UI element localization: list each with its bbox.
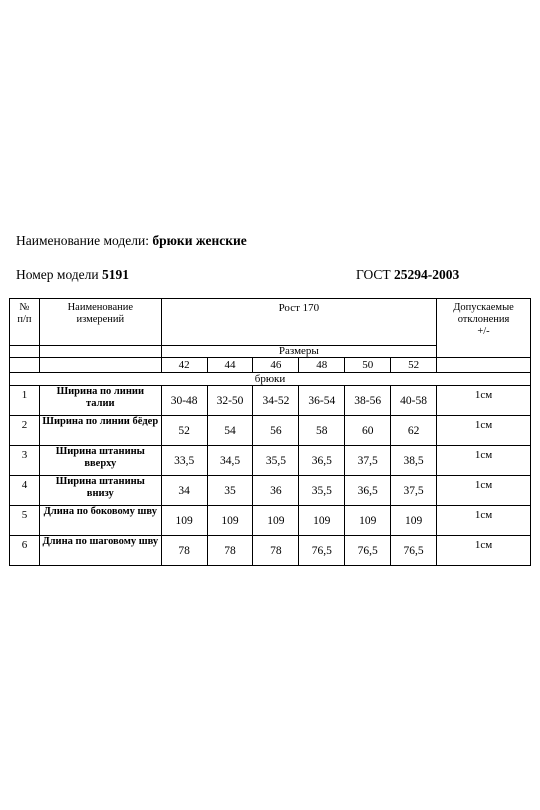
table-row — [10, 536, 531, 566]
value-cell: 32-50 — [207, 386, 253, 416]
measurement-name: Длина по шаговому шву — [39, 536, 161, 566]
value-cell: 62 — [391, 416, 437, 446]
model-name-label: Наименование модели: — [16, 233, 149, 248]
value-cell: 76,5 — [391, 536, 437, 566]
size-cell: 50 — [345, 358, 391, 373]
table-row — [10, 416, 531, 446]
value-cell: 33,5 — [161, 446, 207, 476]
value-cell: 36-54 — [299, 386, 345, 416]
value-cell: 54 — [207, 416, 253, 446]
header-row — [10, 299, 531, 346]
value-cell: 36 — [253, 476, 299, 506]
model-number-label: Номер модели — [16, 267, 99, 282]
table-row — [10, 446, 531, 476]
value-cell: 109 — [345, 506, 391, 536]
value-cell: 109 — [161, 506, 207, 536]
measurement-name: Ширина по линии талии — [39, 386, 161, 416]
value-cell: 76,5 — [299, 536, 345, 566]
value-cell: 30-48 — [161, 386, 207, 416]
tolerance-cell: 1см — [437, 506, 531, 536]
size-cell: 48 — [299, 358, 345, 373]
sizes-row — [10, 358, 531, 373]
measurement-name: Длина по боковому шву — [39, 506, 161, 536]
row-number: 1 — [10, 386, 40, 416]
value-cell: 37,5 — [391, 476, 437, 506]
value-cell: 37,5 — [345, 446, 391, 476]
value-cell: 109 — [299, 506, 345, 536]
model-number-line — [16, 267, 476, 283]
model-name-line — [16, 233, 247, 249]
gost-value: 25294-2003 — [394, 267, 460, 282]
tolerance-cell: 1см — [437, 476, 531, 506]
value-cell: 76,5 — [345, 536, 391, 566]
value-cell: 78 — [207, 536, 253, 566]
value-cell: 34 — [161, 476, 207, 506]
row-number: 6 — [10, 536, 40, 566]
col-num-header: № п/п — [10, 299, 40, 346]
col-name-header: Наименование измерений — [39, 299, 161, 346]
size-cell: 52 — [391, 358, 437, 373]
category-label: брюки — [10, 373, 531, 386]
category-row — [10, 373, 531, 386]
value-cell: 35,5 — [299, 476, 345, 506]
row-number: 2 — [10, 416, 40, 446]
value-cell: 56 — [253, 416, 299, 446]
row-number: 4 — [10, 476, 40, 506]
value-cell: 38-56 — [345, 386, 391, 416]
value-cell: 40-58 — [391, 386, 437, 416]
value-cell: 58 — [299, 416, 345, 446]
table-row — [10, 506, 531, 536]
value-cell: 109 — [391, 506, 437, 536]
value-cell: 36,5 — [345, 476, 391, 506]
value-cell: 35 — [207, 476, 253, 506]
value-cell: 109 — [253, 506, 299, 536]
model-number-value: 5191 — [102, 267, 130, 282]
height-header: Рост 170 — [161, 299, 436, 346]
measurements-table — [9, 298, 531, 566]
gost-label: ГОСТ — [356, 267, 391, 282]
gost-line — [356, 267, 459, 283]
tolerance-cell: 1см — [437, 416, 531, 446]
size-cell: 44 — [207, 358, 253, 373]
value-cell: 35,5 — [253, 446, 299, 476]
value-cell: 78 — [253, 536, 299, 566]
measurement-name: Ширина штанины внизу — [39, 476, 161, 506]
value-cell: 34-52 — [253, 386, 299, 416]
value-cell: 36,5 — [299, 446, 345, 476]
sizes-label: Размеры — [161, 346, 436, 358]
measurement-name: Ширина штанины вверху — [39, 446, 161, 476]
value-cell: 78 — [161, 536, 207, 566]
row-number: 5 — [10, 506, 40, 536]
value-cell: 109 — [207, 506, 253, 536]
model-name-value: брюки женские — [152, 233, 247, 248]
tolerance-cell: 1см — [437, 536, 531, 566]
value-cell: 60 — [345, 416, 391, 446]
value-cell: 38,5 — [391, 446, 437, 476]
table-row — [10, 386, 531, 416]
row-number: 3 — [10, 446, 40, 476]
size-cell: 42 — [161, 358, 207, 373]
measurement-name: Ширина по линии бёдер — [39, 416, 161, 446]
tolerance-cell: 1см — [437, 446, 531, 476]
tolerance-cell: 1см — [437, 386, 531, 416]
table-row — [10, 476, 531, 506]
value-cell: 52 — [161, 416, 207, 446]
size-cell: 46 — [253, 358, 299, 373]
tolerance-header: Допускаемые отклонения +/- — [437, 299, 531, 358]
value-cell: 34,5 — [207, 446, 253, 476]
